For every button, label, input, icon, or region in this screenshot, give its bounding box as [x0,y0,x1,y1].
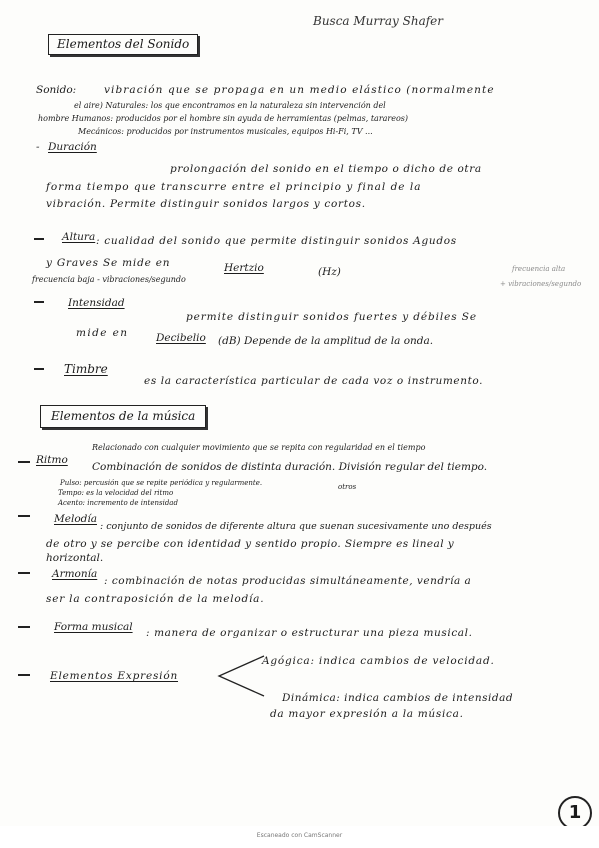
page-number: 1 [558,796,592,830]
intensidad-unit: Decibelio [156,332,206,344]
intensidad-line2: mide en [76,327,129,339]
melodia-line1: : conjunto de sonidos de diferente altura que suenan sucesivamente uno después [100,521,492,532]
ritmo-line0: Relacionado con cualquier movimiento que se repita con regularidad en el tiempo [92,443,426,452]
sonido-line3: hombre Humanos: producidos por el hombre sin ayuda de herramientas (pelmas, tarareos) [38,114,409,123]
altura-side-note1: frecuencia alta [512,265,566,273]
bullet-forma [18,626,30,628]
sonido-line4: Mecánicos: producidos por instrumentos musicales, equipos Hi-Fi, TV ... [78,127,373,136]
sonido-line1: vibración que se propaga en un medio elástico (normalmente [104,84,495,96]
ritmo-note1: Pulso: percusión que se repite periódica y regularmente. [60,479,263,487]
altura-unit-abbr: (Hz) [318,266,341,278]
altura-unit: Hertzio [224,262,264,274]
altura-line3: frecuencia baja - vibraciones/segundo [32,275,186,284]
armonia-line2: ser la contraposición de la melodía. [46,593,265,605]
author-note: Busca Murray Shafer [313,14,444,28]
expresion-dinamica1: Dinámica: indica cambios de intensidad [282,692,514,704]
armonia-line1: : combinación de notas producidas simultáneamente, vendría a [104,575,472,587]
duracion-line1: prolongación del sonido en el tiempo o dicho de otra [170,163,482,175]
timbre-line1: es la característica particular de cada voz o instrumento. [144,375,484,387]
sonido-term: Sonido: [36,84,77,96]
bullet-expresion [18,674,30,676]
forma-line1: : manera de organizar o estructurar una pieza musical. [146,627,473,639]
duracion-line3: vibración. Permite distinguir sonidos largos y cortos. [46,198,366,210]
altura-line1: : cualidad del sonido que permite distinguir sonidos Agudos [96,235,457,247]
altura-line2: y Graves Se mide en [46,257,171,269]
ritmo-line1: Combinación de sonidos de distinta duración. División regular del tiempo. [92,461,488,473]
ritmo-note3: Acento: incremento de intensidad [58,499,178,507]
armonia-term: Armonía [52,568,98,580]
ritmo-note2: Tempo: es la velocidad del ritmo [58,489,174,497]
expresion-term: Elementos Expresión [50,670,179,682]
ritmo-note-extra: otros [338,483,357,491]
bullet-duracion: - [36,141,40,153]
melodia-term: Melodía [54,513,97,525]
bullet-timbre [34,368,44,370]
forma-term: Forma musical [54,621,133,633]
ritmo-term: Ritmo [36,454,68,466]
expresion-agogica: Agógica: indica cambios de velocidad. [262,655,495,667]
expresion-dinamica2: da mayor expresión a la música. [270,708,464,720]
bullet-ritmo [18,461,30,463]
bullet-armonia [18,572,30,574]
scanner-footer [0,826,599,848]
duracion-line2: forma tiempo que transcurre entre el principio y final de la [46,181,422,193]
scanner-footer-text: Escaneado con CamScanner [256,832,343,839]
intensidad-line1: permite distinguir sonidos fuertes y débiles Se [186,311,477,323]
duracion-term: Duración [48,141,97,153]
intensidad-term: Intensidad [68,297,125,309]
timbre-term: Timbre [64,362,108,376]
melodia-line2: de otro y se percibe con identidad y sentido propio. Siempre es lineal y [46,538,455,550]
sonido-line2: el aire) Naturales: los que encontramos en la naturaleza sin intervención del [74,101,386,110]
melodia-line3: horizontal. [46,552,104,564]
bullet-altura [34,238,44,240]
bullet-intensidad [34,301,44,303]
intensidad-line2b: (dB) Depende de la amplitud de la onda. [218,335,434,347]
section-title-musica: Elementos de la música [40,405,206,428]
section-title-sonido: Elementos del Sonido [48,34,198,55]
bullet-melodia [18,515,30,517]
expresion-bracket [216,654,266,698]
altura-term: Altura [62,231,96,243]
altura-side-note2: + vibraciones/segundo [500,280,582,288]
